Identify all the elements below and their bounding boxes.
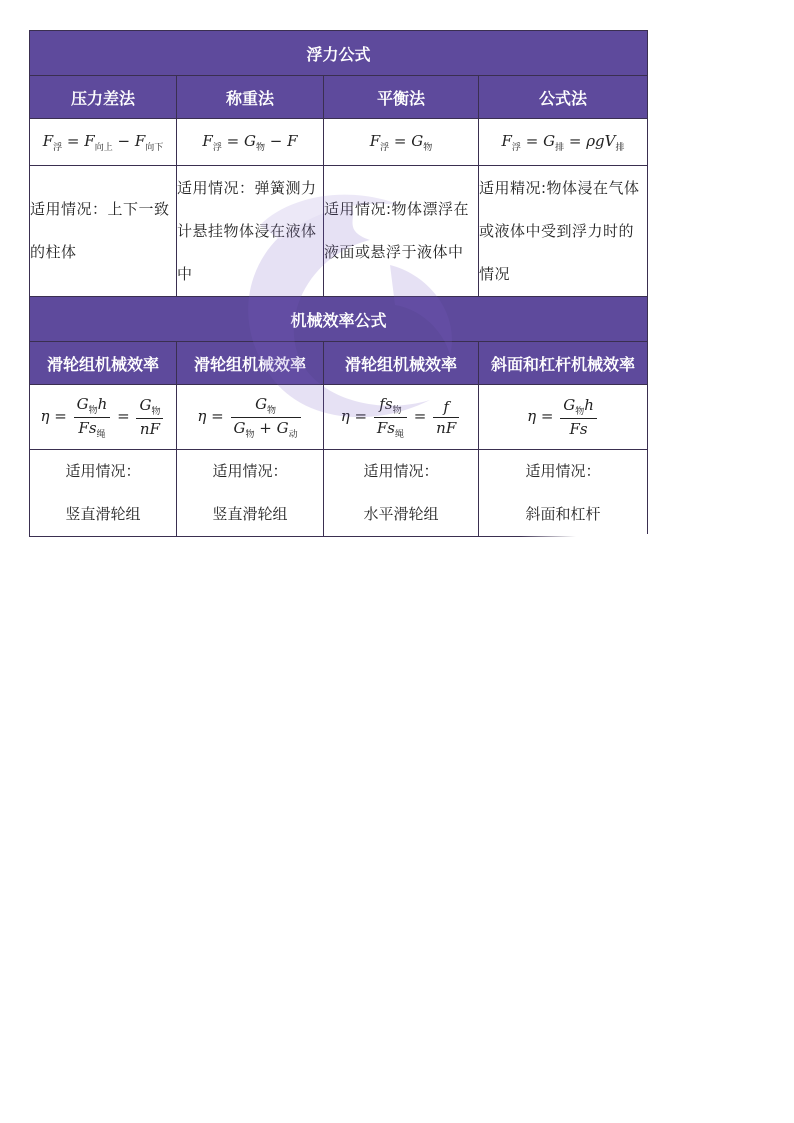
efficiency-use-row: [30, 450, 648, 537]
buoyancy-formula-row: [30, 119, 648, 166]
header-pressure-difference: 压力差法: [30, 76, 177, 119]
header-balance: 平衡法: [324, 76, 479, 119]
formula-incline-lever: η = $\frac{G_物h}{Fs}$: [479, 385, 648, 450]
efficiency-header-row: [30, 342, 648, 385]
use-pulley-3: 适用情况： 水平滑轮组: [324, 450, 479, 537]
formula-weighing: $F_浮 = G_物 - F$: [177, 119, 324, 166]
formula-archimedes: $F_浮 = G_排 = \rho gV_排$: [479, 119, 648, 166]
header-pulley-3: 滑轮组机械效率: [324, 342, 479, 385]
formula-pulley-dynamic: η = $\frac{G_物}{G_物 + G_动}$: [177, 385, 324, 450]
formula-pulley-horizontal: η = $\frac{fs_物}{Fs_绳}$ = $\frac{f}{nF}$: [324, 385, 479, 450]
buoyancy-description-row: [30, 166, 648, 297]
formula-sheet: [29, 30, 647, 537]
buoyancy-title: 浮力公式: [30, 31, 648, 76]
efficiency-formula-row: [30, 385, 648, 450]
buoyancy-header-row: [30, 76, 648, 119]
header-pulley-1: 滑轮组机械效率: [30, 342, 177, 385]
header-weighing: 称重法: [177, 76, 324, 119]
formula-balance: $F_浮 = G_物$: [324, 119, 479, 166]
formula-pressure-difference: $F_浮 = F_{向上} - F_{向下}$: [30, 119, 177, 166]
efficiency-title: 机械效率公式: [30, 297, 648, 342]
bottom-right-fade: [520, 534, 660, 548]
desc-balance: 适用情况:物体漂浮在 液面或悬浮于液体中: [324, 166, 479, 297]
desc-archimedes: 适用精况:物体浸在气体或液体中受到浮力时的情况: [479, 166, 648, 297]
efficiency-title-row: [30, 297, 648, 342]
buoyancy-title-row: [30, 31, 648, 76]
desc-weighing: 适用情况：弹簧测力计悬挂物体浸在液体中: [177, 166, 324, 297]
header-pulley-2: 滑轮组机械效率: [177, 342, 324, 385]
use-pulley-1: 适用情况： 竖直滑轮组: [30, 450, 177, 537]
formula-table: [29, 30, 648, 537]
use-incline-lever: 适用情况： 斜面和杠杆: [479, 450, 648, 537]
header-incline-lever: 斜面和杠杆机械效率: [479, 342, 648, 385]
use-pulley-2: 适用情况： 竖直滑轮组: [177, 450, 324, 537]
header-formula: 公式法: [479, 76, 648, 119]
formula-pulley-vertical: η = $\frac{G_物h}{Fs_绳}$ = $\frac{G_物}{nF}$: [30, 385, 177, 450]
desc-pressure-difference: 适用情况：上下一致的柱体: [30, 166, 177, 297]
